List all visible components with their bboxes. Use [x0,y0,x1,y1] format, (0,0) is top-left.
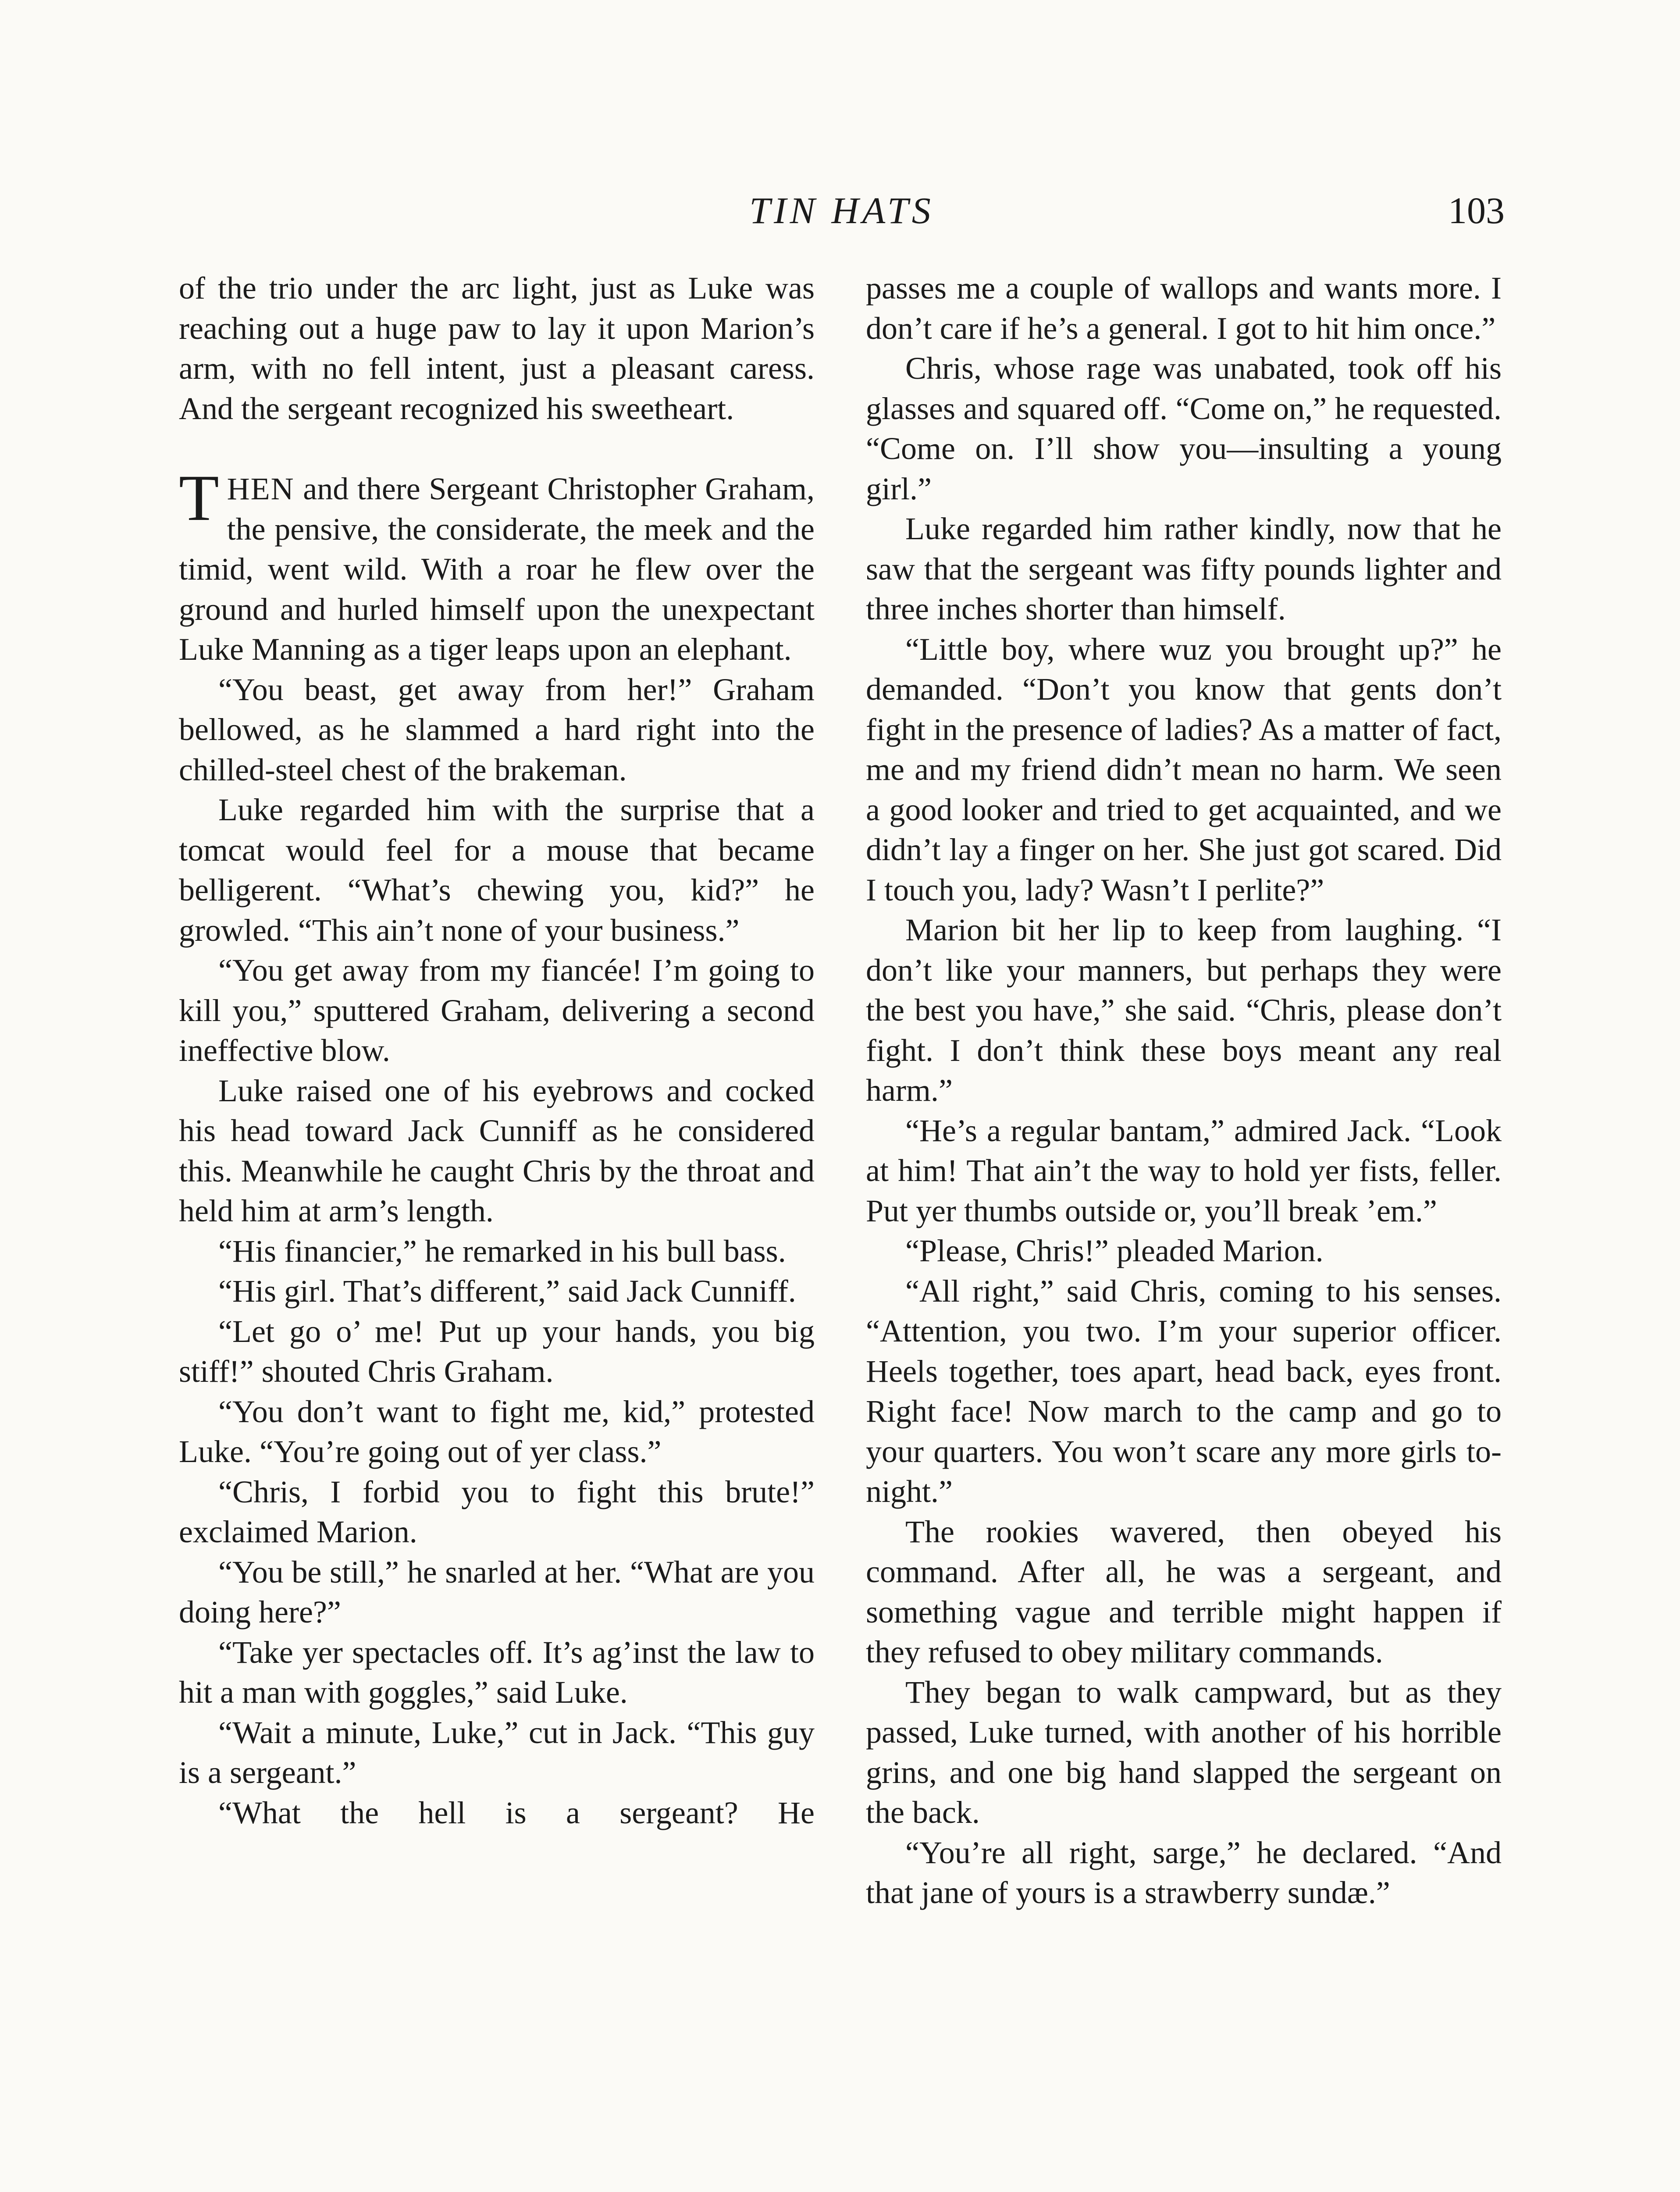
paragraph: “You be still,” he snarled at her. “What are you doing here?” [179,1554,815,1630]
paragraph: Marion bit her lip to keep from laughing. “I don’t like your manners, but perhaps they were the best you have,” she said. “Chris, please don’t fight. I don’t think these boys meant any real harm.” [866,912,1502,1108]
paragraph: “Please, Chris!” pleaded Marion. [905,1233,1324,1268]
left-column [179,268,815,1833]
drop-cap: T [179,462,219,534]
paragraph: “You get away from my fiancée! I’m going to kill you,” sputtered Graham, delivering a second ineffective blow. [179,953,815,1068]
paragraph: “All right,” said Chris, coming to his senses. “Attention, you two. I’m your superior officer. Heels together, toes apart, head back, eyes front. Right face! Now march to the camp and go to your quarters. You won’t scare any more girls to-night.” [866,1273,1502,1509]
paragraph: “His financier,” he remarked in his bull bass. [218,1233,786,1269]
paragraph: “Chris, I forbid you to fight this brute!” exclaimed Marion. [179,1474,815,1549]
paragraph: Chris, whose rage was unabated, took off his glasses and squared off. “Come on,” he requested. “Come on. I’ll show you—insulting a young girl.” [866,351,1502,506]
paragraph: “You’re all right, sarge,” he declared. “And that jane of yours is a strawberry sundæ.” [866,1835,1502,1910]
paragraph: “You don’t want to fight me, kid,” protested Luke. “You’re going out of yer class.” [179,1394,815,1469]
paragraph: of the trio under the arc light, just as Luke was reaching out a huge paw to lay it upon Marion’s arm, with no fell intent, just a pleasant caress. And the sergeant recognized his sweetheart. [179,270,815,426]
opening-caps: HEN [227,471,295,506]
paragraph: Luke regarded him rather kindly, now that he saw that the sergeant was fifty pounds lighter and three inches shorter than himself. [866,511,1502,626]
paragraph: “He’s a regular bantam,” admired Jack. “Look at him! That ain’t the way to hold yer fists, feller. Put yer thumbs outside or, you’ll break ’em.” [866,1113,1502,1228]
page-number: 103 [1448,189,1505,231]
paragraph: “His girl. That’s different,” said Jack Cunniff. [218,1274,796,1309]
paragraph: passes me a couple of wallops and wants more. I don’t care if he’s a general. I got to hit him once.” [866,270,1502,346]
running-header [0,189,1680,241]
paragraph: The rookies wavered, then obeyed his command. After all, he was a sergeant, and something vague and terrible might happen if they refused to obey military commands. [866,1514,1502,1669]
paragraph: “Little boy, where wuz you brought up?” he demanded. “Don’t you know that gents don’t fight in the presence of ladies? As a matter of fact, me and my friend didn’t mean no harm. We seen a good looker and tried to get acquainted, and we didn’t lay a finger on her. She just got scared. Did I touch you, lady? Wasn’t I perlite?” [866,631,1502,907]
paragraph: “What the hell is a sergeant? He [218,1795,815,1830]
paragraph: “Let go o’ me! Put up your hands, you big stiff!” shouted Chris Graham. [179,1313,815,1389]
paragraph: Luke raised one of his eyebrows and cocked his head toward Jack Cunniff as he considered this. Meanwhile he caught Chris by the throat and held him at arm’s length. [179,1073,815,1228]
running-title: TIN HATS [749,189,934,231]
right-column [866,268,1502,1913]
section-opening-paragraph [179,462,815,670]
paragraph: “You beast, get away from her!” Graham bellowed, as he slammed a hard right into the chilled-steel chest of the brakeman. [179,672,815,787]
paragraph: Luke regarded him with the surprise that a tomcat would feel for a mouse that became belligerent. “What’s chewing you, kid?” he growled. “This ain’t none of your business.” [179,792,815,948]
paragraph: “Take yer spectacles off. It’s ag’inst the law to hit a man with goggles,” said Luke. [179,1634,815,1710]
paragraph-text: and there Sergeant Christopher Graham, the pensive, the considerate, the meek and the timid, went wild. With a roar he flew over the ground and hurled himself upon the unexpectant Luke Manning as a tiger leaps upon an elephant. [179,471,815,667]
paragraph: “Wait a minute, Luke,” cut in Jack. “This guy is a sergeant.” [179,1715,815,1790]
paragraph: They began to walk campward, but as they passed, Luke turned, with another of his horrible grins, and one big hand slapped the sergeant on the back. [866,1674,1502,1830]
